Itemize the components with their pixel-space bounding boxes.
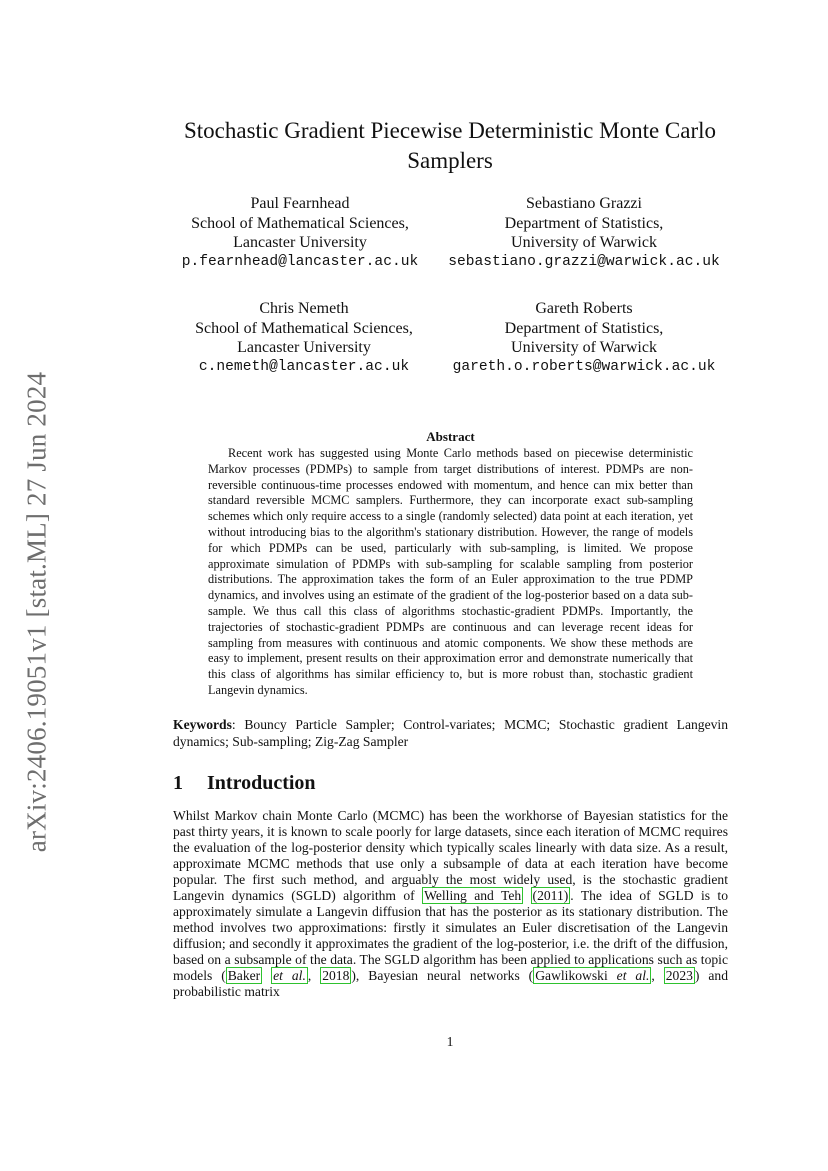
author-affiliation: Department of Statistics, [504,319,664,337]
section-title: Introduction [207,772,316,794]
citation-author: Gawlikowski [535,968,608,983]
author-institution: Lancaster University [233,234,367,252]
citation-baker-etal[interactable] [271,967,308,984]
arxiv-identifier: arXiv:2406.19051v1 [stat.ML] 27 Jun 2024 [21,371,52,853]
section-number: 1 [173,772,183,794]
paper-title: Stochastic Gradient Piecewise Deterministic Monte Carlo Samplers [183,118,717,173]
author-affiliation: School of Mathematical Sciences, [195,319,413,337]
author-block-2 [444,194,724,272]
abstract-paragraph: Recent work has suggested using Monte Carlo methods based on piecewise deterministic Markov processes (PDMPs) to sample from target distributions of interest. PDMPs are non-reversible continuous-time processes endowed with momentum, and hence can mix better than standard reversible MCMC samplers. Furthermore, they can incorporate exact sub-sampling schemes which only require access to a single (randomly selected) data point at each iteration, yet without introducing bias to the algorithm's stationary distribution. However, the range of models for which PDMPs can be used, particularly with sub-sampling, is limited. We propose approximate simulation of PDMPs with sub-sampling for scalable sampling from posterior distributions. The approximation takes the form of an Euler approximation to the true PDMP dynamics, and involves using an estimate of the gradient of the log-posterior based on a data sub-sample. We thus call this class of algorithms stochastic-gradient PDMPs. Importantly, the trajectories of stochastic-gradient PDMPs are continuous and can leverage recent ideas for sampling from measures with continuous and atomic components. We show these methods are easy to implement, present results on their approximation error and demonstrate numerically that this class of algorithms has similar efficiency to, but is more robust than, stochastic gradient Langevin dynamics. [208,446,693,697]
author-institution: Lancaster University [237,339,371,357]
author-email[interactable]: gareth.o.roberts@warwick.ac.uk [452,358,716,375]
author-block-4 [444,299,724,377]
citation-gawlikowski[interactable] [533,967,651,984]
keywords-text: : Bouncy Particle Sampler; Control-variates; MCMC; Stochastic gradient Langevin dynamics; Sub-sampling; Zig-Zag Sampler [173,717,728,749]
author-email[interactable]: c.nemeth@lancaster.ac.uk [198,358,410,375]
page-number: 1 [446,1034,454,1049]
author-affiliation: School of Mathematical Sciences, [191,214,409,232]
author-block-3 [164,299,444,377]
abstract-body [208,446,693,699]
citation-baker-year[interactable]: 2018 [322,968,350,983]
etal-text: et al. [273,968,306,983]
intro-body [173,808,728,1000]
etal-text: et al. [616,968,650,983]
author-name: Sebastiano Grazzi [526,195,642,212]
author-block-1 [160,194,440,272]
intro-paragraph: Whilst Markov chain Monte Carlo (MCMC) has been the workhorse of Bayesian statistics for the past thirty years, it is known to scale poorly for large datasets, since each iteration of MCMC requires the evaluation of the log-posterior density which typically scales linearly with data size. As a result, approximate MCMC methods that use only a subsample of data at each iteration have become popular. The first such method, and arguably the most widely used, is the stochastic gradient Langevin dynamics (SGLD) algorithm of Welling and Teh (2011) . The idea of SGLD is to approximately simulate a Langevin diffusion that has the posterior as its stationary distribution. The method involves two approximations: firstly it simulates an Euler discretisation of the Langevin diffusion; and secondly it approximates the gradient of the log-posterior, i.e. the drift of the diffusion, based on a subsample of the data. The SGLD algorithm has been applied to applications such as topic models ( Baker et al. , 2018 ), Bayesian neural networks ( Gawlikowski et al. , 2023 ) and probabilistic matrix [173,808,729,999]
citation-welling-teh-author[interactable]: Welling and Teh [424,888,522,903]
text-run: ) and probabilistic matrix [173,968,728,999]
section-heading [173,772,316,795]
author-institution: University of Warwick [511,234,657,252]
author-name: Gareth Roberts [535,300,633,317]
citation-welling-teh-year[interactable]: (2011) [532,888,569,903]
text-run: ), Bayesian neural networks ( [351,968,534,983]
author-name: Paul Fearnhead [250,195,350,212]
author-email[interactable]: sebastiano.grazzi@warwick.ac.uk [448,253,720,270]
author-affiliation: Department of Statistics, [504,214,664,232]
citation-baker-author[interactable]: Baker [227,968,261,983]
author-email[interactable]: p.fearnhead@lancaster.ac.uk [181,253,419,270]
arxiv-sidebar-stamp [20,360,54,865]
text-run: . The idea of SGLD is to approximately simulate a Langevin diffusion that has the posterior as its stationary distribution. The method involves two approximations: firstly it simulates an Euler discretisation of the Langevin diffusion; and secondly it approximates the gradient of the log-posterior, i.e. the drift of the diffusion, based on a subsample of the data. The SGLD algorithm has been applied to applications such as topic models ( [173,888,729,983]
keywords-label: Keywords [173,717,232,732]
keywords [173,716,728,750]
abstract-heading: Abstract [426,429,475,444]
citation-gawlikowski-year[interactable]: 2023 [665,968,693,983]
author-institution: University of Warwick [511,339,657,357]
text-run: Whilst Markov chain Monte Carlo (MCMC) has been the workhorse of Bayesian statistics for the past thirty years, it is known to scale poorly for large datasets, since each iteration of MCMC requires the evaluation of the log-posterior density which typically scales linearly with data size. As a result, approximate MCMC methods that use only a subsample of data at each iteration have become popular. The first such method, and arguably the most widely used, is the stochastic gradient Langevin dynamics (SGLD) algorithm of [173,808,728,903]
author-name: Chris Nemeth [259,300,349,317]
